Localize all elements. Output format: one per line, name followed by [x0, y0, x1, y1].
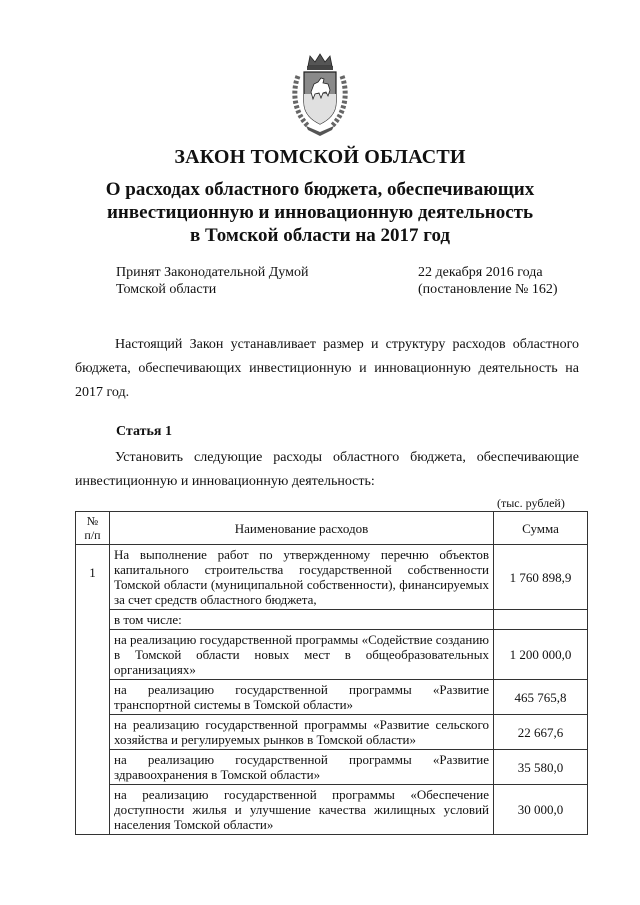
table-row — [76, 785, 588, 835]
header-num: № п/п — [76, 512, 110, 545]
table-row — [76, 750, 588, 785]
header-name: Наименование расходов — [110, 512, 494, 545]
row-name: на реализацию государственной программы «Развитие здравоохранения в Томской области» — [110, 750, 494, 785]
row-sum: 30 000,0 — [494, 785, 588, 835]
row-sum: 22 667,6 — [494, 715, 588, 750]
law-title: ЗАКОН ТОМСКОЙ ОБЛАСТИ — [174, 146, 466, 168]
table-row — [76, 680, 588, 715]
table-row — [76, 715, 588, 750]
adopted-by-line: Принят Законодательной Думой — [116, 265, 309, 280]
row-sum: 465 765,8 — [494, 680, 588, 715]
article-text: Установить следующие расходы областного бюджета, обеспечивающие инвестиционную и инновационную деятельность: — [75, 450, 579, 489]
row-sum — [494, 610, 588, 630]
header-sum: Сумма — [494, 512, 588, 545]
adoption-date-line: 22 декабря 2016 года — [418, 265, 543, 280]
row-name: на реализацию государственной программы «Развитие сельского хозяйства и регулируемых рынков в Томской области» — [110, 715, 494, 750]
budget-table — [75, 511, 588, 835]
subtitle-line: в Томской области на 2017 год — [189, 225, 451, 246]
table-row — [76, 630, 588, 680]
row-name: на реализацию государственной программы «Развитие транспортной системы в Томской области» — [110, 680, 494, 715]
row-sum: 1 200 000,0 — [494, 630, 588, 680]
table-header-row — [76, 512, 588, 545]
row-name: на реализацию государственной программы «Обеспечение доступности жилья и улучшение качества жилищных условий населения Томской области» — [110, 785, 494, 835]
adopted-by — [116, 264, 308, 298]
table-row — [76, 610, 588, 630]
row-sum: 35 580,0 — [494, 750, 588, 785]
sub-label: в том числе: — [110, 610, 494, 630]
adoption-date — [418, 264, 558, 298]
row-number: 1 — [76, 545, 110, 835]
units-note: (тыс. рублей) — [497, 496, 565, 510]
subtitle-line: инвестиционную и инновационную деятельность — [106, 202, 534, 223]
intro-paragraph: Настоящий Закон устанавливает размер и структуру расходов областного бюджета, обеспечивающих инвестиционную и инновационную деятельность на 2017 год. — [75, 337, 579, 400]
row-name: на реализацию государственной программы «Содействие созданию в Томской области новых мест в общеобразовательных организациях» — [110, 630, 494, 680]
table-row — [76, 545, 588, 610]
row-sum: 1 760 898,9 — [494, 545, 588, 610]
row-name: На выполнение работ по утвержденному перечню объектов капитального строительства государственной собственности Томской области (муниципальной собственности), финансируемых за счет средств областного бюджета, — [110, 545, 494, 610]
tomsk-coat-of-arms-icon — [290, 52, 350, 136]
article-heading: Статья 1 — [116, 424, 172, 439]
adopted-by-line: Томской области — [116, 282, 217, 297]
subtitle-line: О расходах областного бюджета, обеспечивающих — [105, 179, 535, 200]
law-subtitle — [60, 178, 580, 247]
resolution-number: (постановление № 162) — [418, 282, 558, 297]
